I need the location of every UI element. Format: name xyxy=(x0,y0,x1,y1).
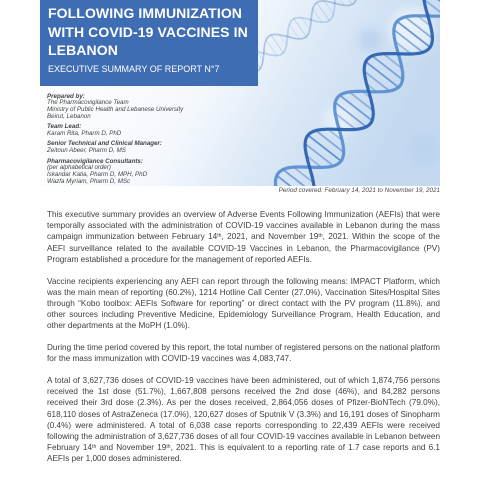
report-title-line-1: FOLLOWING IMMUNIZATION xyxy=(48,5,243,21)
senior-manager-group xyxy=(47,141,257,154)
ordinal-suffix: th xyxy=(318,233,323,240)
ordinal-suffix: th xyxy=(166,443,171,450)
prepared-by-institution: Ministry of Public Health and Lebanese University xyxy=(47,105,184,113)
consultant-name: Wazfa Myriam, Pharm D, MSc xyxy=(47,177,131,185)
paragraph-overview xyxy=(47,209,440,265)
consultants-order-note: (per alphabetical order) xyxy=(47,164,111,172)
team-lead-group xyxy=(47,124,257,137)
paragraph-reporting-means: Vaccine recipients experiencing any AEFI can report through the following means: IMPACT Platform, which was the main mean of reporting (60.2%), 1214 Hotline Call Center (27.0%), Vaccination Sites/Hospital Sites through “Kobo toolbox: AEFIs Software for reporting” or direct contact with the PV program (11.8%), and other sources including Preventive Medicine, Epidemiology Surveillance Program, Health Education, and other departments at the MoPH (1.0%). xyxy=(47,276,440,331)
report-title-line-3: LEBANON xyxy=(48,42,118,58)
text-run: A total of 3,627,736 doses of COVID-19 vaccines have been administered, out of which 1,874,756 persons received the 1st dose (51.7%), 1,667,808 persons received the 2nd dose (46%), and 84,282 persons received their 3rd dose (2.3%). As per the doses received, 2,864,056 doses of Pfizer-BioNTech (79.0%), 618,110 doses of AstraZeneca (17.0%), 120,627 doses of Sputnik V (3.3%) and 16,191 doses of Sinopharm (0.4%) were administered. A total of 6,038 case reports corresponding to 22,439 AEFIs were received following the administration of 3,627,736 doses of all four COVID-19 vaccines available in Lebanon between February 14 xyxy=(47,375,440,453)
text-run: This executive summary provides an overview of Adverse Events Following Immunization (AEFIs) that were temporally associated with the administration of COVID-19 vaccines available in Lebanon during the mass campaign immunization between February 14 xyxy=(47,210,440,242)
text-run: , 2021, and November 19 xyxy=(221,232,319,242)
prepared-by-location: Beirut, Lebanon xyxy=(47,112,91,120)
consultants-group xyxy=(47,159,257,186)
title-banner xyxy=(40,0,258,86)
summary-body xyxy=(47,209,440,475)
team-lead-label: Team Lead: xyxy=(47,123,82,131)
prepared-by-team: The Pharmacovigilance Team xyxy=(47,99,129,107)
report-title xyxy=(48,4,258,60)
paragraph-registered-persons: During the time period covered by this report, the total number of registered persons on the national platform for the mass immunization with COVID-19 vaccines was 4,083,747. xyxy=(47,343,440,364)
bokeh-light xyxy=(358,28,382,52)
text-run: and November 19 xyxy=(96,443,167,453)
senior-manager-name: Zeitoun Abeer, Pharm D, MS xyxy=(47,147,126,155)
prepared-by-group xyxy=(47,94,257,121)
ordinal-suffix: th xyxy=(92,443,97,450)
consultants-label: Pharmacovigilance Consultants: xyxy=(47,157,143,165)
senior-manager-label: Senior Technical and Clinical Manager: xyxy=(47,140,162,148)
period-covered: Period covered: February 14, 2021 to November 19, 2021 xyxy=(278,187,440,194)
prepared-by-label: Prepared by: xyxy=(47,92,85,100)
text-run: , 2021. This is equivalent to a reporting rate of 1.7 case reports and 6.1 AEFIs per 1,000 doses administered. xyxy=(47,443,440,464)
text-run: , 2021. Within the scope of the AEFI surveillance related to the available COVID-19 Vaccines in Lebanon, the Pharmacovigilance (PV) Program established a procedure for the management of reported AEFIs. xyxy=(47,232,440,264)
consultant-name: Iskandar Katia, Pharm D, MPH, PhD xyxy=(47,170,148,178)
team-lead-name: Karam Rita, Pharm D, PhD xyxy=(47,129,122,137)
ordinal-suffix: th xyxy=(217,233,222,240)
paragraph-doses xyxy=(47,375,440,465)
credits-block xyxy=(47,94,257,190)
report-subtitle: EXECUTIVE SUMMARY OF REPORT N°7 xyxy=(48,63,220,74)
report-title-line-2: WITH COVID-19 VACCINES IN xyxy=(48,23,248,40)
